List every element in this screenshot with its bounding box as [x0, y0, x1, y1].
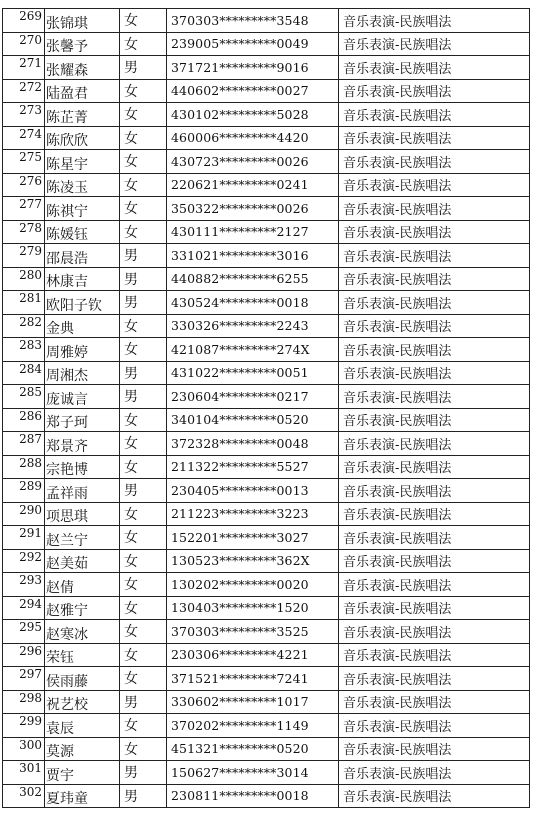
- major-cell: 音乐表演-民族唱法: [339, 737, 530, 761]
- student-name-cell: 侯雨藤: [45, 667, 120, 691]
- major-cell: 音乐表演-民族唱法: [339, 220, 530, 244]
- student-name-cell: 张馨予: [45, 32, 120, 56]
- gender-cell: 女: [120, 9, 167, 33]
- gender-cell: 女: [120, 408, 167, 432]
- student-name-cell: 莫源: [45, 737, 120, 761]
- table-row: [3, 291, 530, 315]
- gender-cell: 女: [120, 32, 167, 56]
- row-number-cell: 273: [3, 103, 45, 127]
- table-row: [3, 385, 530, 409]
- id-number-cell: 220621*********0241: [167, 173, 339, 197]
- table-row: [3, 620, 530, 644]
- id-number-cell: 150627*********3014: [167, 761, 339, 785]
- gender-cell: 女: [120, 150, 167, 174]
- major-cell: 音乐表演-民族唱法: [339, 56, 530, 80]
- major-cell: 音乐表演-民族唱法: [339, 103, 530, 127]
- gender-cell: 女: [120, 173, 167, 197]
- id-number-cell: 239005*********0049: [167, 32, 339, 56]
- major-cell: 音乐表演-民族唱法: [339, 385, 530, 409]
- id-number-cell: 152201*********3027: [167, 526, 339, 550]
- row-number-cell: 281: [3, 291, 45, 315]
- table-row: [3, 549, 530, 573]
- id-number-cell: 331021*********3016: [167, 244, 339, 268]
- id-number-cell: 230811*********0018: [167, 784, 339, 808]
- gender-cell: 男: [120, 385, 167, 409]
- gender-cell: 男: [120, 690, 167, 714]
- student-name-cell: 赵美茹: [45, 549, 120, 573]
- table-row: [3, 690, 530, 714]
- gender-cell: 女: [120, 737, 167, 761]
- row-number-cell: 292: [3, 549, 45, 573]
- major-cell: 音乐表演-民族唱法: [339, 338, 530, 362]
- gender-cell: 女: [120, 338, 167, 362]
- major-cell: 音乐表演-民族唱法: [339, 667, 530, 691]
- id-number-cell: 372328*********0048: [167, 432, 339, 456]
- row-number-cell: 278: [3, 220, 45, 244]
- major-cell: 音乐表演-民族唱法: [339, 784, 530, 808]
- major-cell: 音乐表演-民族唱法: [339, 267, 530, 291]
- row-number-cell: 286: [3, 408, 45, 432]
- major-cell: 音乐表演-民族唱法: [339, 455, 530, 479]
- row-number-cell: 277: [3, 197, 45, 221]
- table-row: [3, 479, 530, 503]
- student-name-cell: 夏玮童: [45, 784, 120, 808]
- id-number-cell: 430723*********0026: [167, 150, 339, 174]
- major-cell: 音乐表演-民族唱法: [339, 197, 530, 221]
- student-name-cell: 郑景齐: [45, 432, 120, 456]
- row-number-cell: 302: [3, 784, 45, 808]
- gender-cell: 女: [120, 502, 167, 526]
- gender-cell: 男: [120, 761, 167, 785]
- row-number-cell: 298: [3, 690, 45, 714]
- student-name-cell: 陈欣欣: [45, 126, 120, 150]
- gender-cell: 女: [120, 103, 167, 127]
- row-number-cell: 289: [3, 479, 45, 503]
- gender-cell: 女: [120, 549, 167, 573]
- id-number-cell: 230405*********0013: [167, 479, 339, 503]
- major-cell: 音乐表演-民族唱法: [339, 32, 530, 56]
- gender-cell: 女: [120, 714, 167, 738]
- major-cell: 音乐表演-民族唱法: [339, 526, 530, 550]
- row-number-cell: 271: [3, 56, 45, 80]
- table-row: [3, 32, 530, 56]
- row-number-cell: 284: [3, 361, 45, 385]
- gender-cell: 男: [120, 784, 167, 808]
- id-number-cell: 440602*********0027: [167, 79, 339, 103]
- major-cell: 音乐表演-民族唱法: [339, 479, 530, 503]
- table-row: [3, 9, 530, 33]
- student-name-cell: 赵倩: [45, 573, 120, 597]
- gender-cell: 女: [120, 79, 167, 103]
- row-number-cell: 291: [3, 526, 45, 550]
- table-row: [3, 79, 530, 103]
- gender-cell: 女: [120, 455, 167, 479]
- major-cell: 音乐表演-民族唱法: [339, 291, 530, 315]
- row-number-cell: 280: [3, 267, 45, 291]
- gender-cell: 女: [120, 667, 167, 691]
- id-number-cell: 211322*********5527: [167, 455, 339, 479]
- row-number-cell: 275: [3, 150, 45, 174]
- major-cell: 音乐表演-民族唱法: [339, 408, 530, 432]
- student-name-cell: 陈媛钰: [45, 220, 120, 244]
- table-row: [3, 244, 530, 268]
- row-number-cell: 285: [3, 385, 45, 409]
- student-name-cell: 贾宇: [45, 761, 120, 785]
- gender-cell: 女: [120, 220, 167, 244]
- row-number-cell: 299: [3, 714, 45, 738]
- id-number-cell: 371721*********9016: [167, 56, 339, 80]
- table-row: [3, 667, 530, 691]
- gender-cell: 女: [120, 573, 167, 597]
- id-number-cell: 440882*********6255: [167, 267, 339, 291]
- major-cell: 音乐表演-民族唱法: [339, 761, 530, 785]
- student-table-body: [3, 9, 530, 808]
- student-name-cell: 宗艳博: [45, 455, 120, 479]
- id-number-cell: 431022*********0051: [167, 361, 339, 385]
- row-number-cell: 296: [3, 643, 45, 667]
- student-name-cell: 张耀森: [45, 56, 120, 80]
- row-number-cell: 287: [3, 432, 45, 456]
- student-name-cell: 赵寒冰: [45, 620, 120, 644]
- row-number-cell: 270: [3, 32, 45, 56]
- id-number-cell: 230604*********0217: [167, 385, 339, 409]
- student-name-cell: 陈星宇: [45, 150, 120, 174]
- gender-cell: 男: [120, 361, 167, 385]
- major-cell: 音乐表演-民族唱法: [339, 714, 530, 738]
- id-number-cell: 340104*********0520: [167, 408, 339, 432]
- student-name-cell: 张锦琪: [45, 9, 120, 33]
- major-cell: 音乐表演-民族唱法: [339, 690, 530, 714]
- student-name-cell: 周雅婷: [45, 338, 120, 362]
- id-number-cell: 230306*********4221: [167, 643, 339, 667]
- row-number-cell: 272: [3, 79, 45, 103]
- id-number-cell: 430524*********0018: [167, 291, 339, 315]
- table-row: [3, 220, 530, 244]
- student-name-cell: 祝艺校: [45, 690, 120, 714]
- student-name-cell: 陆盈君: [45, 79, 120, 103]
- row-number-cell: 279: [3, 244, 45, 268]
- gender-cell: 男: [120, 267, 167, 291]
- id-number-cell: 451321*********0520: [167, 737, 339, 761]
- table-row: [3, 596, 530, 620]
- student-name-cell: 周湘杰: [45, 361, 120, 385]
- id-number-cell: 330602*********1017: [167, 690, 339, 714]
- table-row: [3, 502, 530, 526]
- id-number-cell: 371521*********7241: [167, 667, 339, 691]
- student-name-cell: 庞诚言: [45, 385, 120, 409]
- table-row: [3, 173, 530, 197]
- gender-cell: 女: [120, 596, 167, 620]
- table-row: [3, 56, 530, 80]
- table-row: [3, 714, 530, 738]
- student-name-cell: 项思琪: [45, 502, 120, 526]
- gender-cell: 男: [120, 479, 167, 503]
- table-row: [3, 338, 530, 362]
- row-number-cell: 295: [3, 620, 45, 644]
- student-name-cell: 邵晨浩: [45, 244, 120, 268]
- row-number-cell: 290: [3, 502, 45, 526]
- table-row: [3, 103, 530, 127]
- table-row: [3, 455, 530, 479]
- gender-cell: 男: [120, 56, 167, 80]
- major-cell: 音乐表演-民族唱法: [339, 620, 530, 644]
- table-row: [3, 432, 530, 456]
- table-row: [3, 573, 530, 597]
- row-number-cell: 300: [3, 737, 45, 761]
- id-number-cell: 350322*********0026: [167, 197, 339, 221]
- major-cell: 音乐表演-民族唱法: [339, 9, 530, 33]
- row-number-cell: 294: [3, 596, 45, 620]
- id-number-cell: 211223*********3223: [167, 502, 339, 526]
- student-list-sheet: [2, 8, 530, 808]
- student-name-cell: 陈凌玉: [45, 173, 120, 197]
- id-number-cell: 130202*********0020: [167, 573, 339, 597]
- id-number-cell: 421087*********274X: [167, 338, 339, 362]
- row-number-cell: 282: [3, 314, 45, 338]
- id-number-cell: 460006*********4420: [167, 126, 339, 150]
- row-number-cell: 301: [3, 761, 45, 785]
- table-row: [3, 150, 530, 174]
- gender-cell: 女: [120, 432, 167, 456]
- gender-cell: 男: [120, 244, 167, 268]
- student-name-cell: 林康吉: [45, 267, 120, 291]
- row-number-cell: 274: [3, 126, 45, 150]
- row-number-cell: 297: [3, 667, 45, 691]
- row-number-cell: 288: [3, 455, 45, 479]
- table-row: [3, 197, 530, 221]
- student-name-cell: 孟祥雨: [45, 479, 120, 503]
- table-row: [3, 408, 530, 432]
- student-name-cell: 荣钰: [45, 643, 120, 667]
- major-cell: 音乐表演-民族唱法: [339, 643, 530, 667]
- row-number-cell: 276: [3, 173, 45, 197]
- student-table: [2, 8, 530, 808]
- id-number-cell: 370202*********1149: [167, 714, 339, 738]
- student-name-cell: 袁辰: [45, 714, 120, 738]
- student-name-cell: 赵兰宁: [45, 526, 120, 550]
- gender-cell: 男: [120, 291, 167, 315]
- major-cell: 音乐表演-民族唱法: [339, 244, 530, 268]
- id-number-cell: 370303*********3548: [167, 9, 339, 33]
- id-number-cell: 330326*********2243: [167, 314, 339, 338]
- major-cell: 音乐表演-民族唱法: [339, 150, 530, 174]
- row-number-cell: 293: [3, 573, 45, 597]
- major-cell: 音乐表演-民族唱法: [339, 126, 530, 150]
- student-name-cell: 赵雅宁: [45, 596, 120, 620]
- id-number-cell: 130403*********1520: [167, 596, 339, 620]
- student-name-cell: 郑子珂: [45, 408, 120, 432]
- student-name-cell: 陈芷菁: [45, 103, 120, 127]
- table-row: [3, 314, 530, 338]
- table-row: [3, 526, 530, 550]
- id-number-cell: 370303*********3525: [167, 620, 339, 644]
- gender-cell: 女: [120, 197, 167, 221]
- student-name-cell: 欧阳子钦: [45, 291, 120, 315]
- id-number-cell: 130523*********362X: [167, 549, 339, 573]
- table-row: [3, 761, 530, 785]
- gender-cell: 女: [120, 620, 167, 644]
- table-row: [3, 643, 530, 667]
- major-cell: 音乐表演-民族唱法: [339, 502, 530, 526]
- student-name-cell: 金典: [45, 314, 120, 338]
- gender-cell: 女: [120, 314, 167, 338]
- table-row: [3, 784, 530, 808]
- table-row: [3, 126, 530, 150]
- major-cell: 音乐表演-民族唱法: [339, 549, 530, 573]
- major-cell: 音乐表演-民族唱法: [339, 361, 530, 385]
- id-number-cell: 430102*********5028: [167, 103, 339, 127]
- row-number-cell: 283: [3, 338, 45, 362]
- id-number-cell: 430111*********2127: [167, 220, 339, 244]
- table-row: [3, 737, 530, 761]
- major-cell: 音乐表演-民族唱法: [339, 173, 530, 197]
- major-cell: 音乐表演-民族唱法: [339, 596, 530, 620]
- major-cell: 音乐表演-民族唱法: [339, 79, 530, 103]
- major-cell: 音乐表演-民族唱法: [339, 573, 530, 597]
- major-cell: 音乐表演-民族唱法: [339, 432, 530, 456]
- table-row: [3, 267, 530, 291]
- gender-cell: 女: [120, 526, 167, 550]
- student-name-cell: 陈祺宁: [45, 197, 120, 221]
- table-row: [3, 361, 530, 385]
- major-cell: 音乐表演-民族唱法: [339, 314, 530, 338]
- gender-cell: 女: [120, 126, 167, 150]
- gender-cell: 女: [120, 643, 167, 667]
- row-number-cell: 269: [3, 9, 45, 33]
